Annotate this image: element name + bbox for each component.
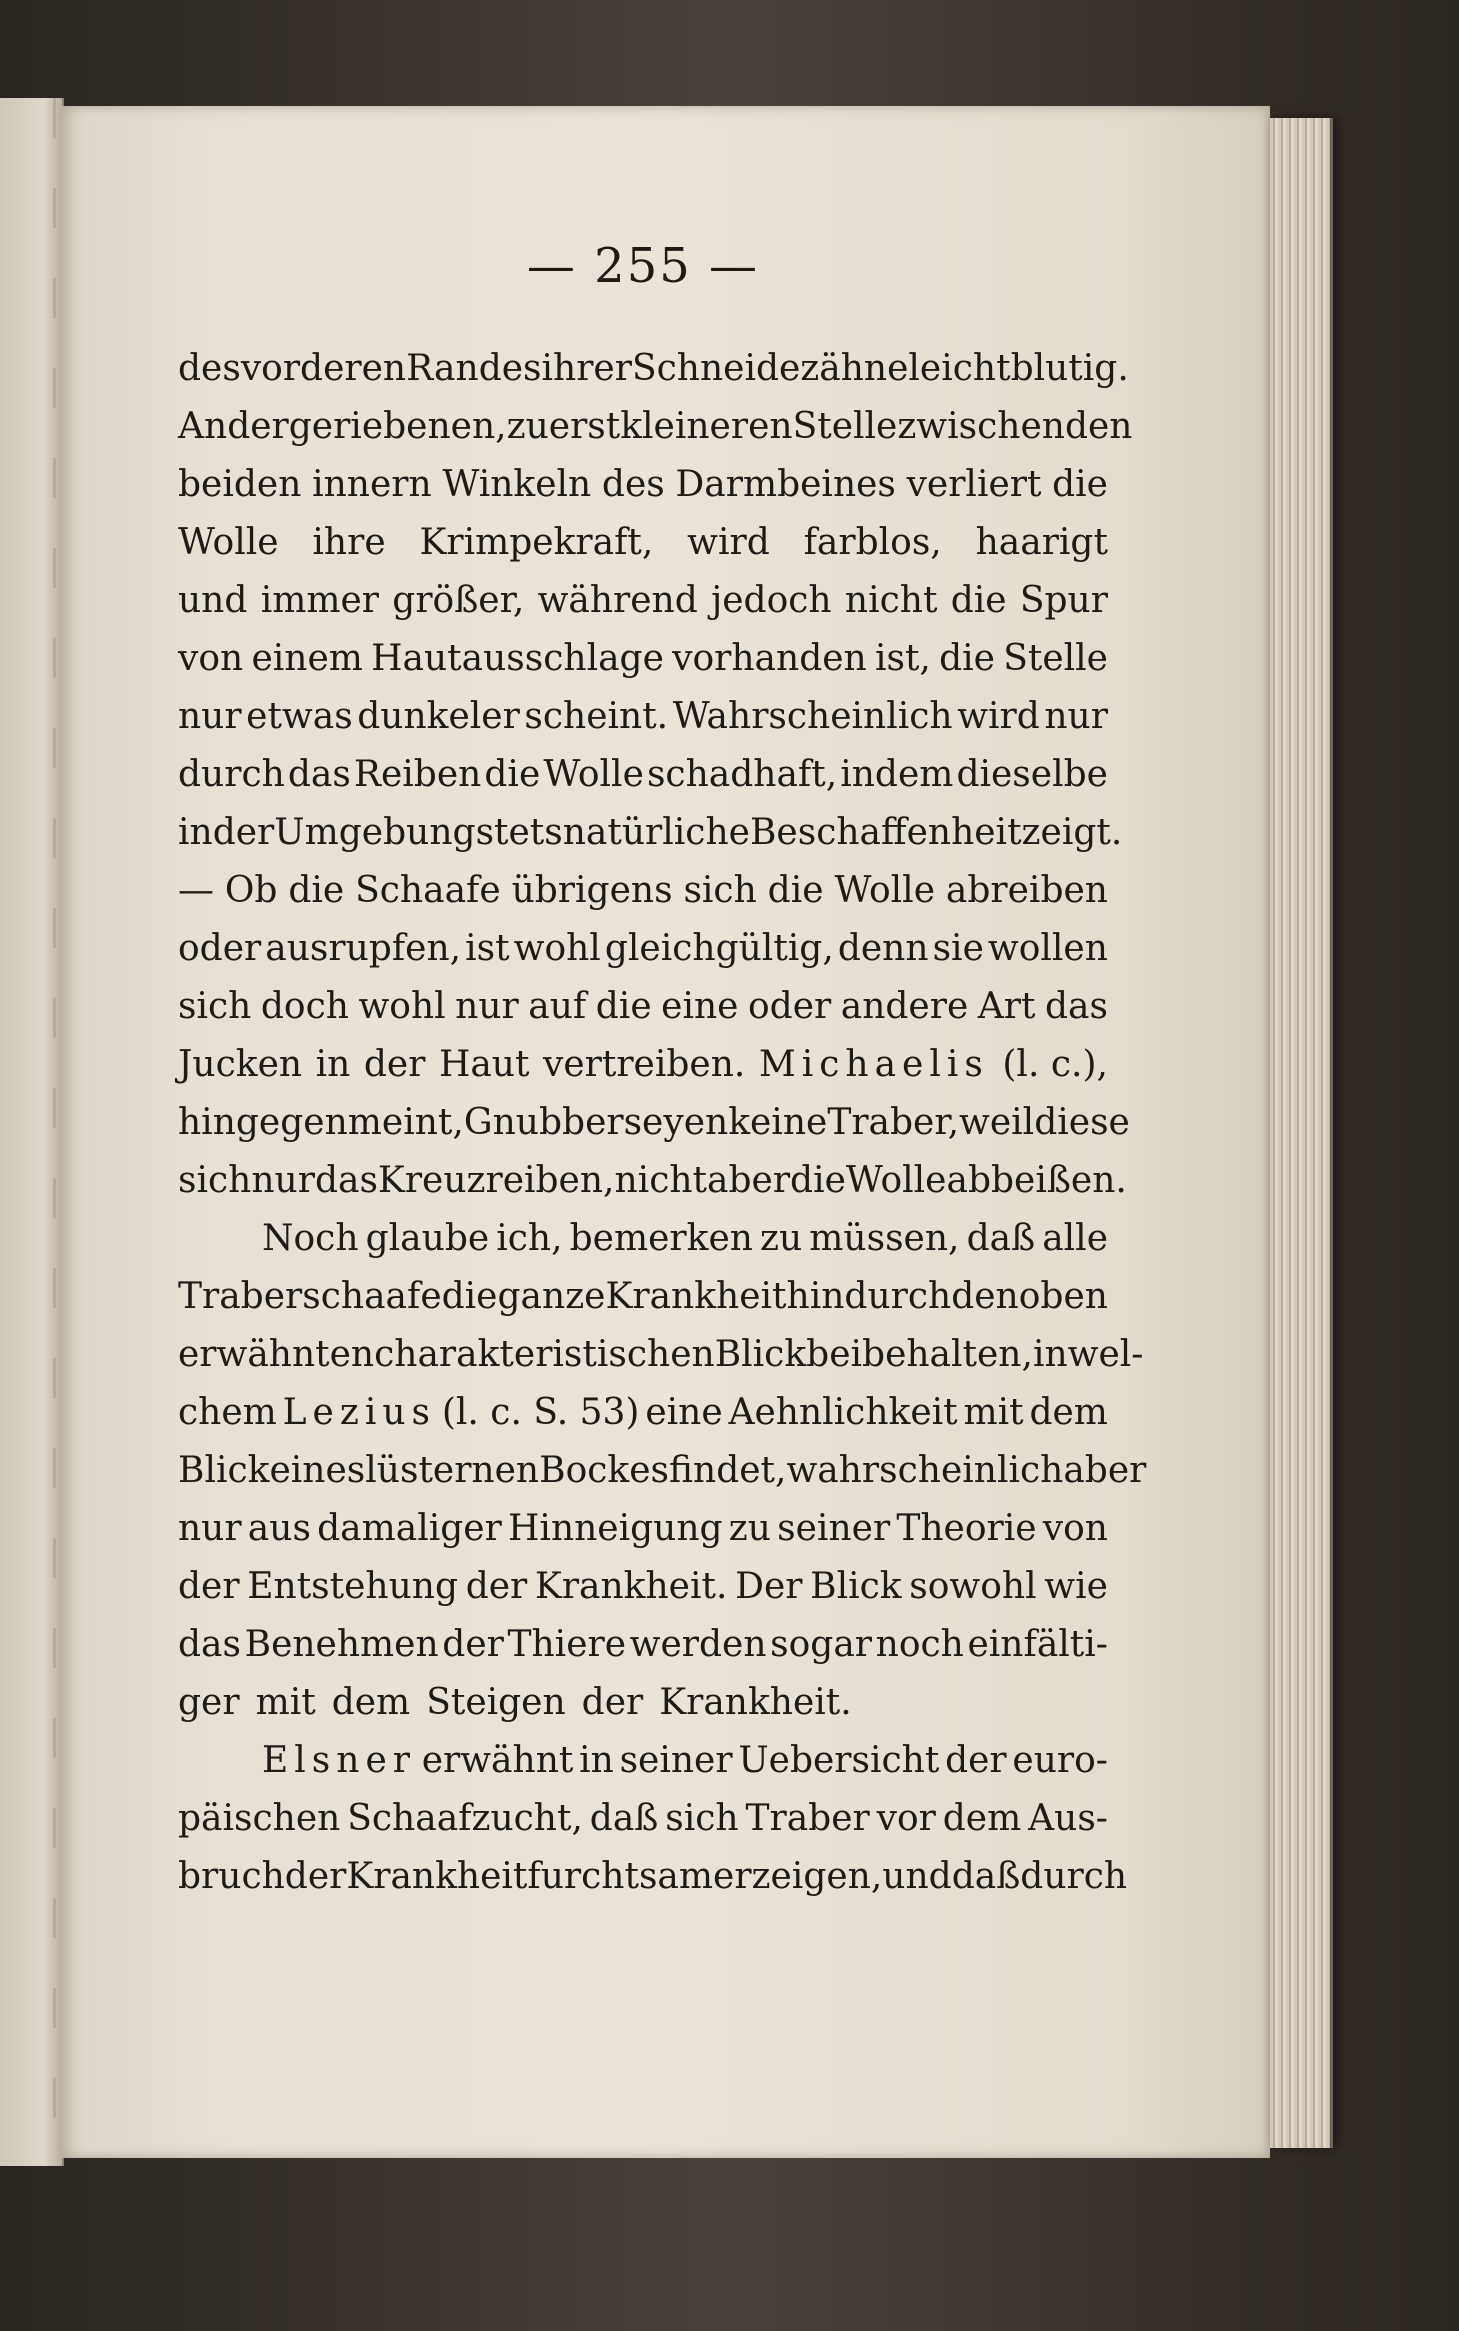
word: abreiben xyxy=(945,870,1108,911)
text-line xyxy=(178,1152,1127,1210)
word: päischen xyxy=(178,1798,341,1839)
word: Aus- xyxy=(1028,1798,1108,1839)
word: Gnubber xyxy=(463,1102,624,1143)
word: Umgebung xyxy=(274,812,476,853)
word: abbeißen. xyxy=(946,1160,1127,1201)
word: Stelle xyxy=(1003,638,1108,679)
word: zeigen, xyxy=(751,1856,883,1897)
word: kleineren xyxy=(620,406,793,447)
word: Art xyxy=(977,986,1036,1027)
word: damaliger xyxy=(317,1508,502,1549)
word: daß xyxy=(951,1856,1021,1897)
word: wohl xyxy=(513,928,601,969)
word: einem xyxy=(251,638,363,679)
word: die xyxy=(595,986,652,1027)
word: stets xyxy=(475,812,563,853)
word: Spur xyxy=(1019,580,1108,621)
word: der xyxy=(465,1566,528,1607)
word: dunkeler xyxy=(357,696,520,737)
word: durch xyxy=(1020,1856,1128,1897)
word: durch xyxy=(178,754,285,795)
word: sich xyxy=(683,870,757,911)
word: Schaafzucht, xyxy=(347,1798,583,1839)
word: größer, xyxy=(392,580,525,621)
text-line xyxy=(178,1036,1108,1094)
word: wohl xyxy=(358,986,446,1027)
word: der xyxy=(227,406,289,447)
word: verliert xyxy=(906,464,1042,505)
page-number: — 255 — xyxy=(526,238,760,294)
word: Wolle xyxy=(834,870,936,911)
word: sich xyxy=(178,1160,252,1201)
word: Krankheit xyxy=(346,1856,528,1897)
word: Noch xyxy=(262,1218,359,1259)
word: Thiere xyxy=(507,1624,627,1665)
text-line xyxy=(178,1384,1108,1442)
word: Benehmen xyxy=(244,1624,439,1665)
word: gleichgültig, xyxy=(604,928,834,969)
word: in xyxy=(1032,1334,1068,1375)
word: nicht xyxy=(614,1160,708,1201)
word: Randes xyxy=(406,348,542,389)
word: immer xyxy=(260,580,380,621)
text-line xyxy=(178,1732,1108,1790)
word: Hinneigung xyxy=(508,1508,723,1549)
text-line xyxy=(178,920,1108,978)
text-line xyxy=(178,1210,1108,1268)
word: doch xyxy=(260,986,349,1027)
word: vor xyxy=(876,1798,936,1839)
word: Wolle xyxy=(845,1160,947,1201)
word: jedoch xyxy=(711,580,832,621)
word: weil xyxy=(959,1102,1035,1143)
word: das xyxy=(314,1160,378,1201)
word: leicht xyxy=(908,348,1011,389)
word: Darmbeines xyxy=(675,464,896,505)
word: Beschaffenheit xyxy=(749,812,1022,853)
word: das xyxy=(287,754,351,795)
text-line xyxy=(178,978,1108,1036)
word: die xyxy=(1052,464,1108,505)
right-page-stack xyxy=(1270,118,1333,2148)
word: bemerken xyxy=(569,1218,753,1259)
word: und xyxy=(178,580,248,621)
word: die xyxy=(950,580,1007,621)
word: Wahrscheinlich xyxy=(672,696,953,737)
word: des xyxy=(178,348,241,389)
word: keine xyxy=(728,1102,828,1143)
word: das xyxy=(1044,986,1108,1027)
word: dem xyxy=(942,1798,1022,1839)
word: — xyxy=(178,870,214,911)
text-line xyxy=(178,456,1108,514)
word: natürliche xyxy=(562,812,750,853)
word: Der xyxy=(735,1566,803,1607)
body-text xyxy=(178,340,1147,1906)
word: andere xyxy=(840,986,969,1027)
word: wie xyxy=(1044,1566,1108,1607)
word: scheint. xyxy=(524,696,669,737)
word: wird xyxy=(957,696,1040,737)
word: eines xyxy=(269,1450,366,1491)
word: daß xyxy=(966,1218,1036,1259)
word: etwas xyxy=(246,696,353,737)
text-line xyxy=(178,1500,1108,1558)
word: der xyxy=(945,1740,1007,1781)
word: in xyxy=(579,1740,614,1781)
word: charakteristischen xyxy=(374,1334,715,1375)
word: vertreiben. xyxy=(543,1044,746,1085)
word: in xyxy=(178,812,213,853)
word: blutig. xyxy=(1010,348,1129,389)
word: müssen, xyxy=(809,1218,960,1259)
word: indem xyxy=(840,754,954,795)
word: geriebenen, xyxy=(288,406,507,447)
word: Kreuz xyxy=(377,1160,486,1201)
text-line xyxy=(178,1268,1108,1326)
word: oder xyxy=(178,928,262,969)
word: mit xyxy=(963,1392,1024,1433)
word: ist, xyxy=(874,638,931,679)
word: der xyxy=(363,1044,426,1085)
word: Steigen xyxy=(426,1682,566,1723)
word: der xyxy=(178,1566,240,1607)
word: von xyxy=(1042,1508,1108,1549)
text-line xyxy=(178,1094,1130,1152)
word: zeigt. xyxy=(1021,812,1123,853)
word: wel- xyxy=(1067,1334,1144,1375)
word: nur xyxy=(455,986,519,1027)
text-line xyxy=(178,1442,1147,1500)
word: denn xyxy=(837,928,929,969)
word: dem xyxy=(1029,1392,1108,1433)
word: der xyxy=(581,1682,644,1723)
word: euro- xyxy=(1012,1740,1108,1781)
word: der xyxy=(442,1624,504,1665)
word: findet, xyxy=(669,1450,787,1491)
word: Traber, xyxy=(827,1102,960,1143)
word: Theorie xyxy=(896,1508,1037,1549)
word: erwähnten xyxy=(178,1334,375,1375)
word: innern xyxy=(312,464,432,505)
word: des xyxy=(601,464,665,505)
word: eine xyxy=(661,986,739,1027)
word: von xyxy=(178,638,244,679)
word: in xyxy=(315,1044,351,1085)
word: schadhaft, xyxy=(646,754,838,795)
word: Blick xyxy=(178,1450,270,1491)
word: zuerst xyxy=(506,406,621,447)
word: Schneidezähne xyxy=(631,348,909,389)
word: ihrer xyxy=(541,348,632,389)
word: Krankheit. xyxy=(534,1566,728,1607)
text-line xyxy=(178,1674,1108,1732)
word: wahrscheinlich xyxy=(786,1450,1064,1491)
word: Jucken xyxy=(178,1044,303,1085)
text-line xyxy=(178,1558,1108,1616)
word: ist xyxy=(465,928,510,969)
word: sie xyxy=(932,928,984,969)
word: aber xyxy=(707,1160,791,1201)
word: Aehnlichkeit xyxy=(728,1392,958,1433)
word: mit xyxy=(255,1682,316,1723)
text-line xyxy=(178,630,1108,688)
word: Traberschaafe xyxy=(178,1276,442,1317)
word: ihre xyxy=(312,522,386,563)
text-line xyxy=(178,1848,1128,1906)
word: ger xyxy=(178,1682,240,1723)
word: reiben, xyxy=(485,1160,615,1201)
word: Blick xyxy=(714,1334,807,1375)
word: das xyxy=(178,1624,241,1665)
word: nur xyxy=(178,696,242,737)
word: sowohl xyxy=(909,1566,1037,1607)
text-line xyxy=(178,688,1108,746)
word: eine xyxy=(645,1392,723,1433)
word: Krankheit. xyxy=(659,1682,852,1723)
word: dieselbe xyxy=(956,754,1108,795)
word: beibehalten, xyxy=(806,1334,1033,1375)
word: nur xyxy=(178,1508,242,1549)
word: sogar xyxy=(770,1624,873,1665)
word: meint, xyxy=(347,1102,464,1143)
word: Uebersicht xyxy=(738,1740,940,1781)
word: lüsternen xyxy=(365,1450,540,1491)
word: zwischen xyxy=(897,406,1065,447)
word: die xyxy=(288,870,345,911)
word: zu xyxy=(760,1218,803,1259)
left-page-edge xyxy=(0,98,64,2166)
word: nicht xyxy=(844,580,938,621)
word: Hautausschlage xyxy=(371,638,664,679)
text-line xyxy=(178,340,1129,398)
word: die xyxy=(441,1276,498,1317)
word: und xyxy=(882,1856,952,1897)
left-page-shadow xyxy=(53,98,56,2166)
word: auf xyxy=(528,986,587,1027)
text-line xyxy=(178,1616,1108,1674)
word: beiden xyxy=(178,464,302,505)
word: die xyxy=(484,754,541,795)
word: oben xyxy=(1018,1276,1108,1317)
word: seiner xyxy=(777,1508,891,1549)
word: An xyxy=(178,406,228,447)
word: wollen xyxy=(987,928,1108,969)
word: den xyxy=(1064,406,1133,447)
word: Wolle xyxy=(178,522,279,563)
word: Stelle xyxy=(792,406,898,447)
word: oder xyxy=(747,986,832,1027)
word: bruch xyxy=(178,1856,285,1897)
word: Reiben xyxy=(353,754,482,795)
word: hingegen xyxy=(178,1102,348,1143)
word: der xyxy=(212,812,275,853)
word: dem xyxy=(331,1682,411,1723)
word: ausrupfen, xyxy=(265,928,462,969)
word: Elsner xyxy=(262,1740,416,1781)
word: daß xyxy=(589,1798,659,1839)
word: Winkeln xyxy=(442,464,592,505)
word: die xyxy=(939,638,995,679)
word: der xyxy=(284,1856,347,1897)
word: Haut xyxy=(438,1044,530,1085)
word: ich, xyxy=(496,1218,563,1259)
word: zu xyxy=(728,1508,771,1549)
word: einfälti- xyxy=(967,1624,1108,1665)
word: haarigt xyxy=(975,522,1108,563)
word: Michaelis xyxy=(758,1044,989,1085)
word: werden xyxy=(629,1624,767,1665)
word: aber xyxy=(1063,1450,1147,1491)
word: erwähnt xyxy=(421,1740,574,1781)
text-line xyxy=(178,572,1108,630)
word: die xyxy=(790,1160,846,1201)
word: Krimpekraft, xyxy=(419,522,654,563)
word: Wolle xyxy=(543,754,644,795)
text-line xyxy=(178,398,1133,456)
word: furchtsamer xyxy=(527,1856,752,1897)
word: sich xyxy=(665,1798,739,1839)
word: Schaafe xyxy=(355,870,501,911)
word: vorhanden xyxy=(672,638,867,679)
word: aus xyxy=(247,1508,311,1549)
word: Traber xyxy=(745,1798,870,1839)
word: wird xyxy=(687,522,770,563)
word: Entstehung xyxy=(247,1566,459,1607)
text-line xyxy=(178,746,1108,804)
word: übrigens xyxy=(511,870,673,911)
text-line xyxy=(178,514,1108,572)
word: nur xyxy=(1044,696,1108,737)
word: sich xyxy=(178,986,252,1027)
word: Krankheit xyxy=(605,1276,787,1317)
word: (l. c. S. 53) xyxy=(441,1392,640,1433)
word: Ob xyxy=(224,870,278,911)
word: Bockes xyxy=(539,1450,669,1491)
word: die xyxy=(767,870,824,911)
word: Lezius xyxy=(282,1392,436,1433)
text-line xyxy=(178,1790,1108,1848)
word: diese xyxy=(1034,1102,1130,1143)
word: farblos, xyxy=(803,522,942,563)
word: glaube xyxy=(365,1218,490,1259)
word: alle xyxy=(1042,1218,1108,1259)
word: nur xyxy=(251,1160,315,1201)
word: vorderen xyxy=(240,348,407,389)
word: während xyxy=(537,580,698,621)
word: Blick xyxy=(810,1566,902,1607)
text-line xyxy=(178,862,1108,920)
text-line xyxy=(178,804,1123,862)
word: (l. c.), xyxy=(1002,1044,1108,1085)
word: noch xyxy=(875,1624,964,1665)
text-line xyxy=(178,1326,1144,1384)
word: chem xyxy=(178,1392,277,1433)
word: hindurch xyxy=(786,1276,952,1317)
word: seyen xyxy=(623,1102,729,1143)
word: seiner xyxy=(619,1740,733,1781)
word: ganze xyxy=(497,1276,606,1317)
word: den xyxy=(951,1276,1019,1317)
